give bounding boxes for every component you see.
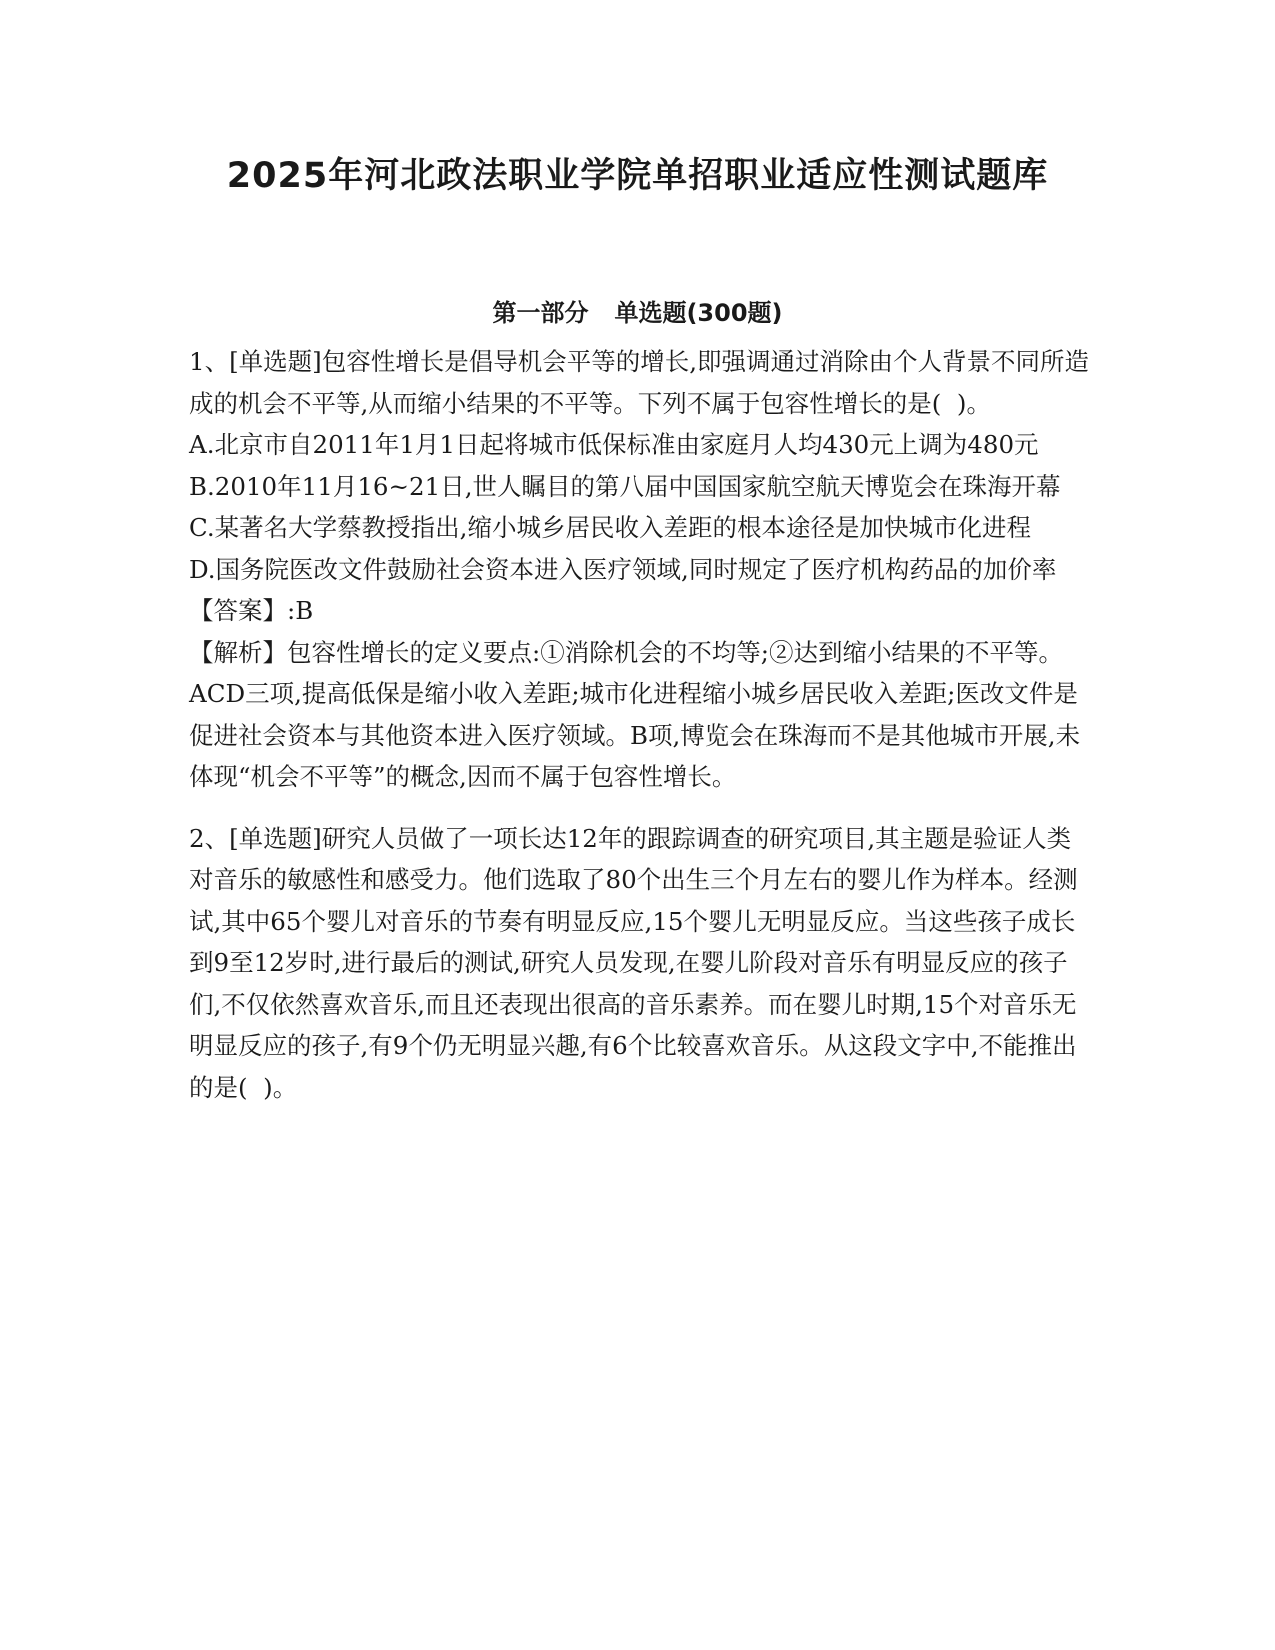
document-title: 2025年河北政法职业学院单招职业适应性测试题库 bbox=[226, 156, 1049, 196]
question-1-option-c: C.某著名大学蔡教授指出,缩小城乡居民收入差距的根本途径是加快城市化进程 bbox=[189, 513, 1031, 542]
question-2-stem: 2、[单选题]研究人员做了一项长达12年的跟踪调查的研究项目,其主题是验证人类对音乐的敏感性和感受力。他们选取了80个出生三个月左右的婴儿作为样本。经测试,其中65个婴儿对音乐的节奏有明显反应,15个婴儿无明显反应。当这些孩子成长到9至12岁时,进行最后的测试,研究人员发现,在婴儿阶段对音乐有明显反应的孩子们,不仅依然喜欢音乐,而且还表现出很高的音乐素养。而在婴儿时期,15个对音乐无明显反应的孩子,有9个仍无明显兴趣,有6个比较喜欢音乐。从这段文字中,不能推出的是( )。 bbox=[189, 823, 1078, 1102]
question-1-option-a: A.北京市自2011年1月1日起将城市低保标准由家庭月人均430元上调为480元 bbox=[189, 430, 1039, 459]
question-1-stem: 1、[单选题]包容性增长是倡导机会平等的增长,即强调通过消除由个人背景不同所造成的机会不平等,从而缩小结果的不平等。下列不属于包容性增长的是( )。 bbox=[189, 347, 1089, 418]
section-name: 单选题(300题) bbox=[614, 299, 783, 327]
question-1-analysis: 【解析】包容性增长的定义要点:①消除机会的不均等;②达到缩小结果的不平等。ACD三项,提高低保是缩小收入差距;城市化进程缩小城乡居民收入差距;医改文件是促进社会资本与其他资本进入医疗领域。B项,博览会在珠海而不是其他城市开展,未体现“机会不平等”的概念,因而不属于包容性增长。 bbox=[189, 637, 1081, 791]
question-1-answer: 【答案】:B bbox=[189, 596, 314, 625]
question-1-option-d: D.国务院医改文件鼓励社会资本进入医疗领域,同时规定了医疗机构药品的加价率 bbox=[189, 554, 1057, 584]
section-heading bbox=[0, 293, 1275, 328]
question-1-option-b: B.2010年11月16~21日,世人瞩目的第八届中国国家航空航天博览会在珠海开幕 bbox=[189, 471, 1061, 501]
document-body bbox=[189, 341, 1089, 1108]
section-part: 第一部分 bbox=[492, 299, 589, 327]
